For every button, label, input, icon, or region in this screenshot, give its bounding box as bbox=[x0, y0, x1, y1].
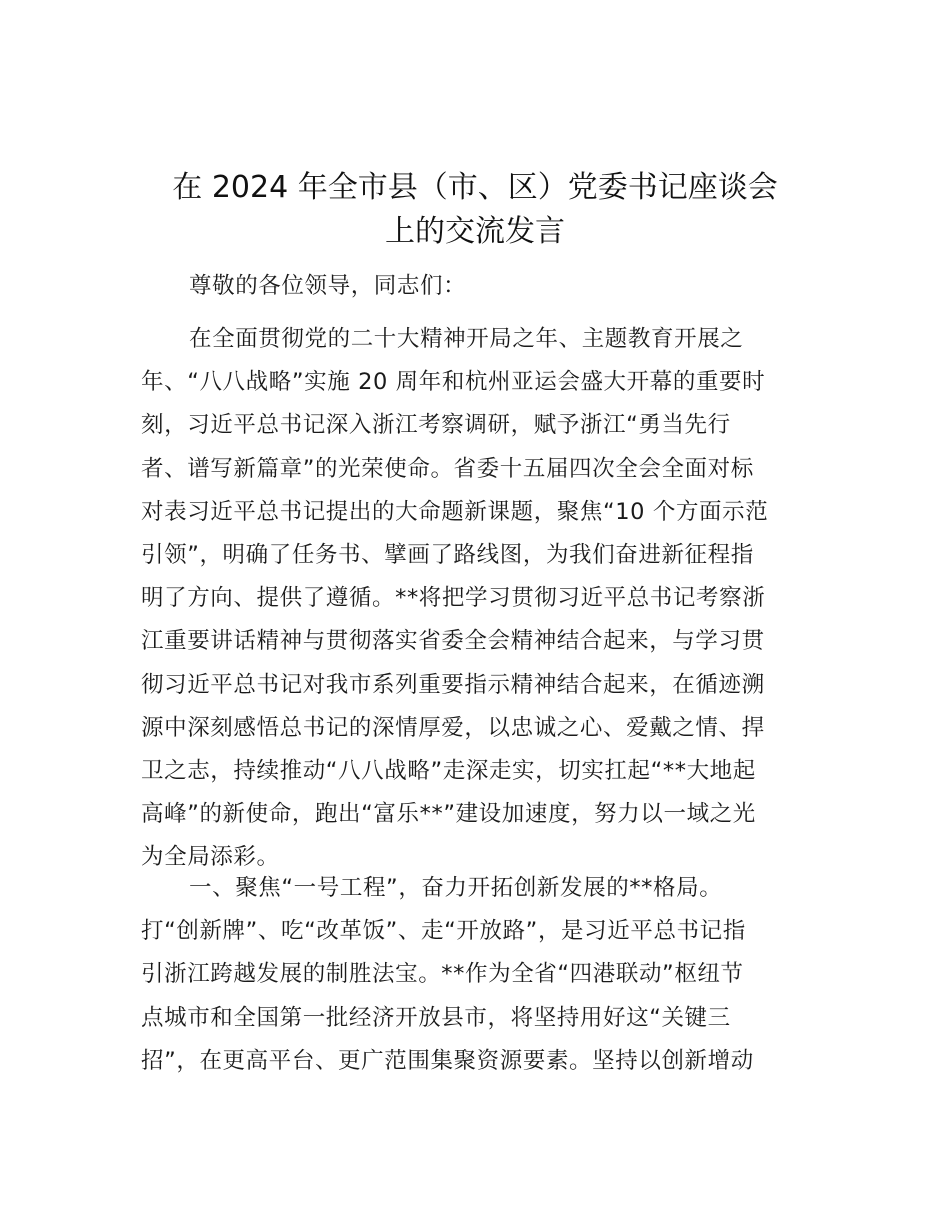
text-line: 点城市和全国第一批经济开放县市，将坚持用好这“关键三 bbox=[141, 1004, 731, 1031]
title-line-2: 上的交流发言 bbox=[385, 214, 565, 249]
text-line: 彻习近平总书记对我市系列重要指示精神结合起来，在循迹溯 bbox=[141, 671, 765, 698]
document-title bbox=[120, 166, 830, 254]
text-line: 卫之志，持续推动“八八战略”走深走实，切实扛起“**大地起 bbox=[141, 757, 756, 784]
text-line: 刻，习近平总书记深入浙江考察调研，赋予浙江“勇当先行 bbox=[141, 412, 731, 439]
text-line: 在全面贯彻党的二十大精神开局之年、主题教育开展之 bbox=[189, 326, 744, 352]
text-line: 打“创新牌”、吃“改革饭”、走“开放路”，是习近平总书记指 bbox=[141, 918, 746, 945]
text-line: 对表习近平总书记提出的大命题新课题，聚焦“10 个方面示范 bbox=[141, 498, 769, 525]
greeting-line: 尊敬的各位领导，同志们： bbox=[189, 273, 467, 299]
text-line: 者、谱写新篇章”的光荣使命。省委十五届四次全会全面对标 bbox=[141, 455, 754, 482]
text-line: 为全局添彩。 bbox=[141, 844, 280, 871]
text-line: 引领”，明确了任务书、擘画了路线图，为我们奋进新征程指 bbox=[141, 541, 754, 568]
text-line: 源中深刻感悟总书记的深情厚爱，以忠诚之心、爱戴之情、捍 bbox=[141, 714, 765, 741]
text-line: 招”，在更高平台、更广范围集聚资源要素。坚持以创新增动 bbox=[141, 1047, 754, 1074]
text-line: 明了方向、提供了遵循。**将把学习贯彻习近平总书记考察浙 bbox=[141, 585, 766, 612]
text-line: 引浙江跨越发展的制胜法宝。**作为全省“四港联动”枢纽节 bbox=[141, 961, 744, 988]
text-line: 年、“八八战略”实施 20 周年和杭州亚运会盛大开幕的重要时 bbox=[141, 369, 766, 396]
paragraph-section-one bbox=[141, 867, 811, 1083]
greeting-paragraph bbox=[141, 265, 811, 308]
text-line: 江重要讲话精神与贯彻落实省委全会精神结合起来，与学习贯 bbox=[141, 628, 765, 655]
title-line-1: 在 2024 年全市县（市、区）党委书记座谈会 bbox=[172, 170, 778, 205]
paragraph-intro bbox=[141, 318, 811, 879]
section-heading-line: 一、聚焦“一号工程”，奋力开拓创新发展的**格局。 bbox=[189, 875, 723, 901]
text-line: 高峰”的新使命，跑出“富乐**”建设加速度，努力以一域之光 bbox=[141, 801, 756, 828]
